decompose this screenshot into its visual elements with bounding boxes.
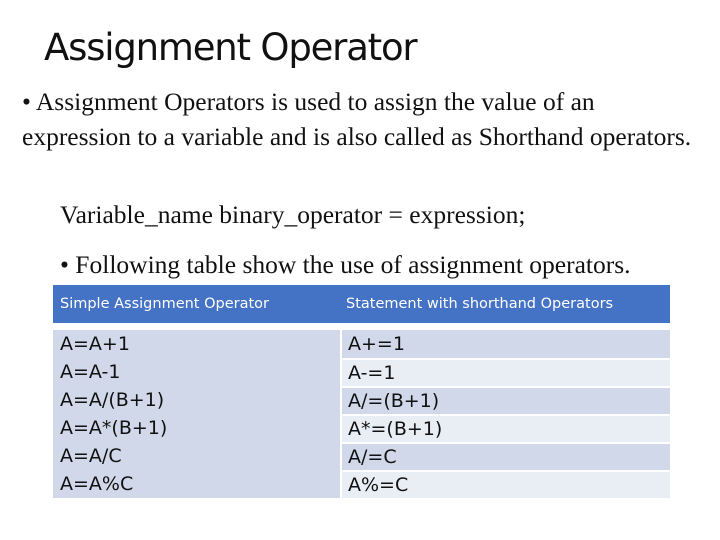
shorthand-column: [340, 326, 670, 498]
table-cell-shorthand: A-=1: [342, 358, 670, 386]
table-cell-simple: A=A/(B+1): [53, 386, 340, 414]
description-bullet: • Assignment Operators is used to assign the value of an expression to a variable and is also called as Shorthand operators.: [22, 87, 692, 151]
table-header-row: [53, 285, 670, 326]
table-cell-simple: A=A-1: [53, 358, 340, 386]
table-cell-shorthand: A*=(B+1): [342, 414, 670, 442]
simple-column: [53, 326, 340, 498]
table-cell-simple: A=A+1: [53, 330, 340, 358]
table-cell-shorthand: A/=(B+1): [342, 386, 670, 414]
table-cell-simple: A=A*(B+1): [53, 414, 340, 442]
slide-title: Assignment Operator: [44, 26, 417, 69]
header-shorthand: Statement with shorthand Operators: [346, 296, 614, 312]
table-cell-shorthand: A+=1: [342, 330, 670, 358]
syntax-line: Variable_name binary_operator = expression;: [60, 200, 526, 229]
table-cell-simple: A=A%C: [53, 470, 340, 498]
operators-table: [53, 285, 670, 498]
table-body: [53, 326, 670, 498]
header-simple: Simple Assignment Operator: [60, 296, 270, 312]
table-cell-shorthand: A/=C: [342, 442, 670, 470]
table-cell-simple: A=A/C: [53, 442, 340, 470]
table-cell-shorthand: A%=C: [342, 470, 670, 498]
table-intro-bullet: • Following table show the use of assignment operators.: [60, 250, 631, 279]
